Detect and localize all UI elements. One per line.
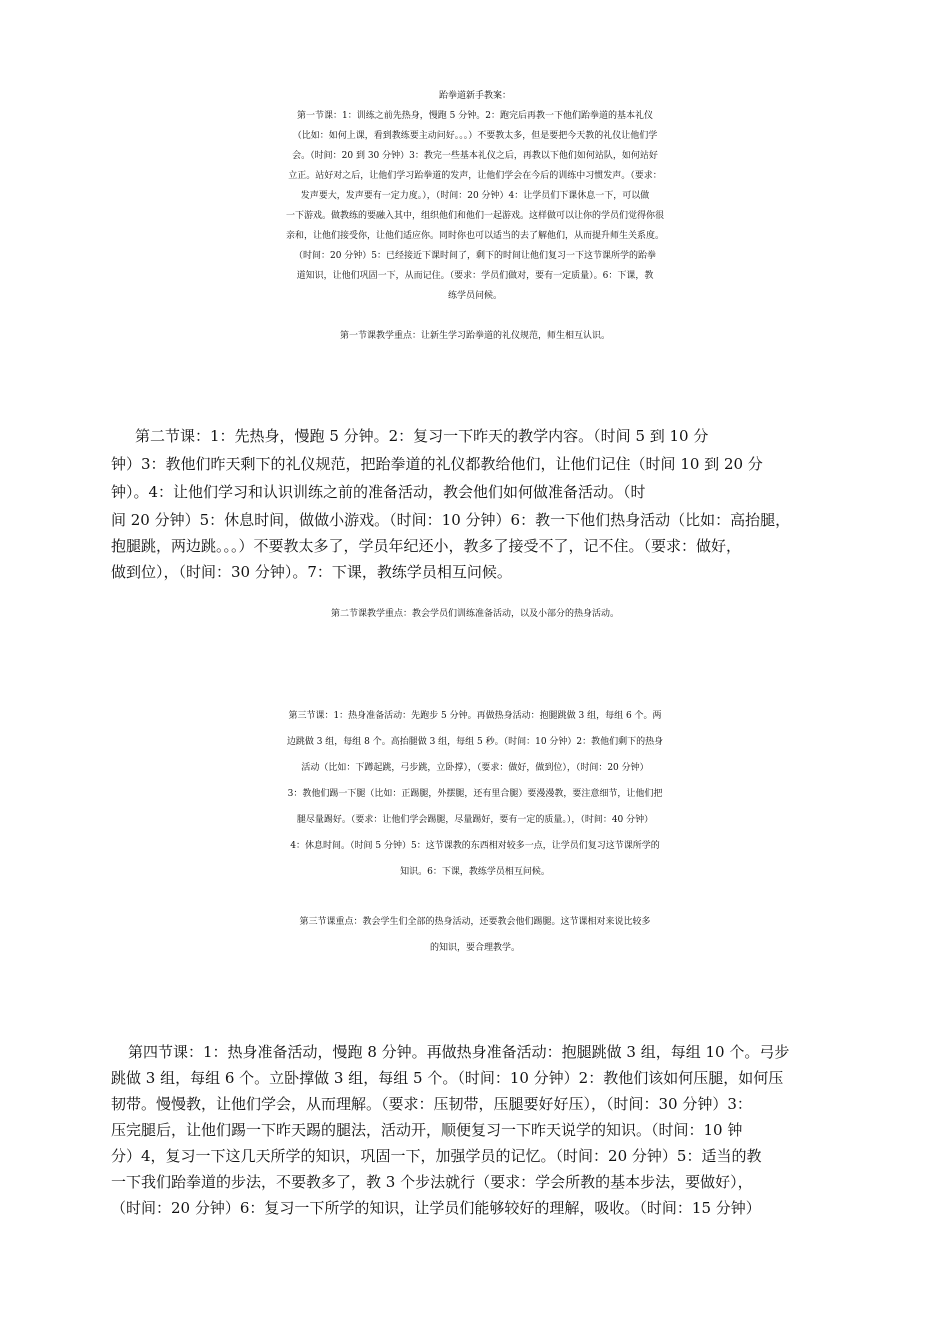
lesson4-line: 压完腿后，让他们踢一下昨天踢的腿法，活动开，顺便复习一下昨天说学的知识。（时间：10 钟 <box>111 1121 743 1139</box>
lesson2-focus: 第二节课教学重点：教会学员们训练准备活动，以及小部分的热身活动。 <box>330 609 619 619</box>
lesson1-line: 第一节课：1：训练之前先热身，慢跑 5 分钟。2：跑完后再教一下他们跆拳道的基本礼仪 <box>297 111 653 121</box>
lesson4-line: 一下我们跆拳道的步法，不要教多了，教 3 个步法就行（要求：学会所教的基本步法，要做好）， <box>111 1173 753 1191</box>
lesson2-line: 第二节课：1：先热身，慢跑 5 分钟。2：复习一下昨天的教学内容。（时间 5 到 10 分 <box>135 427 709 445</box>
lesson1-line: 会。（时间：20 到 30 分钟）3：教完一些基本礼仪之后，再教以下他们如何站队，如何站好 <box>292 151 658 161</box>
lesson3-focus: 的知识，要合理教学。 <box>429 943 520 953</box>
lesson3-line: 活动（比如：下蹲起跳，弓步跳，立卧撑），（要求：做好，做到位），（时间：20 分钟） <box>301 763 649 773</box>
lesson3-line: 知识。6：下课，教练学员相互问候。 <box>400 867 550 877</box>
lesson1-line: 发声要大，发声要有一定力度。），（时间：20 分钟）4：让学员们下课休息一下，可以做 <box>300 191 650 201</box>
lesson3-focus: 第三节课重点：教会学生们全部的热身活动，还要教会他们踢腿。这节课相对来说比较多 <box>299 917 651 927</box>
lesson1-line: （时间：20 分钟）5：已经接近下课时间了，剩下的时间让他们复习一下这节课所学的跆拳 <box>293 251 657 261</box>
lesson2-line: 做到位），（时间：30 分钟）。7：下课，教练学员相互问候。 <box>111 563 512 581</box>
lesson1-line: 亲和，让他们接受你，让他们适应你。同时你也可以适当的去了解他们，从而提升师生关系度。 <box>285 231 664 241</box>
lesson1-line: 一下游戏。做教练的要融入其中，组织他们和他们一起游戏。这样做可以让你的学员们觉得你很 <box>285 211 664 221</box>
lesson3-line: 4：休息时间。（时间 5 分钟）5：这节课教的东西相对较多一点，让学员们复习这节课所学的 <box>290 841 660 851</box>
lesson1-line: 立正。站好对之后，让他们学习跆拳道的发声，让他们学会在今后的训练中习惯发声。（要求： <box>288 171 662 181</box>
lesson4-line: 韧带。慢慢教，让他们学会，从而理解。（要求：压韧带，压腿要好好压），（时间：30 分钟）3： <box>111 1095 752 1113</box>
lesson2-line: 钟）。4：让他们学习和认识训练之前的准备活动，教会他们如何做准备活动。（时 <box>111 483 646 501</box>
lesson4-line: 分）4，复习一下这几天所学的知识，巩固一下，加强学员的记忆。（时间：20 分钟）5：适当的教 <box>111 1147 762 1165</box>
lesson3-line: 腿尽量踢好。（要求：让他们学会踢腿，尽量踢好，要有一定的质量。），（时间：40 分钟） <box>296 815 654 825</box>
lesson1-line: 道知识，让他们巩固一下，从而记住。（要求：学员们做对，要有一定质量）。6：下课，教 <box>296 271 654 281</box>
lesson2-line: 抱腿跳，两边跳。。。）不要教太多了，学员年纪还小，教多了接受不了，记不住。（要求：做好， <box>111 537 742 555</box>
lesson1-focus: 第一节课教学重点：让新生学习跆拳道的礼仪规范，师生相互认识。 <box>339 331 610 341</box>
document-title: 跆拳道新手教案： <box>438 91 511 101</box>
lesson1-line: 练学员问候。 <box>447 291 502 301</box>
lesson3-line: 第三节课：1：热身准备活动：先跑步 5 分钟。再做热身活动：抱腿跳做 3 组，每组 6 个。两 <box>288 711 662 721</box>
lesson4-line: （时间：20 分钟）6：复习一下所学的知识，让学员们能够较好的理解，吸收。（时间：15 分钟） <box>111 1199 761 1217</box>
lesson2-line: 钟）3：教他们昨天剩下的礼仪规范，把跆拳道的礼仪都教给他们，让他们记住（时间 10 到 20 分 <box>111 455 763 473</box>
lesson3-line: 3：教他们踢一下腿（比如：正踢腿，外摆腿，还有里合腿）要漫漫教，要注意细节，让他们把 <box>287 789 663 799</box>
lesson1-line: （比如：如何上课，看到教练要主动问好。。。）不要教太多，但是要把今天教的礼仪让他们学 <box>292 131 658 141</box>
lesson4-line: 第四节课：1：热身准备活动，慢跑 8 分钟。再做热身准备活动：抱腿跳做 3 组，每组 10 个。弓步 <box>128 1043 790 1061</box>
lesson3-line: 边跳做 3 组，每组 8 个。高抬腿做 3 组，每组 5 秒。（时间：10 分钟）2：教他们剩下的热身 <box>286 737 664 747</box>
lesson4-line: 跳做 3 组，每组 6 个。立卧撑做 3 组，每组 5 个。（时间：10 分钟）2：教他们该如何压腿，如何压 <box>111 1069 784 1087</box>
lesson2-line: 间 20 分钟）5：休息时间，做做小游戏。（时间：10 分钟）6：教一下他们热身活动（比如：高抬腿， <box>111 511 791 529</box>
